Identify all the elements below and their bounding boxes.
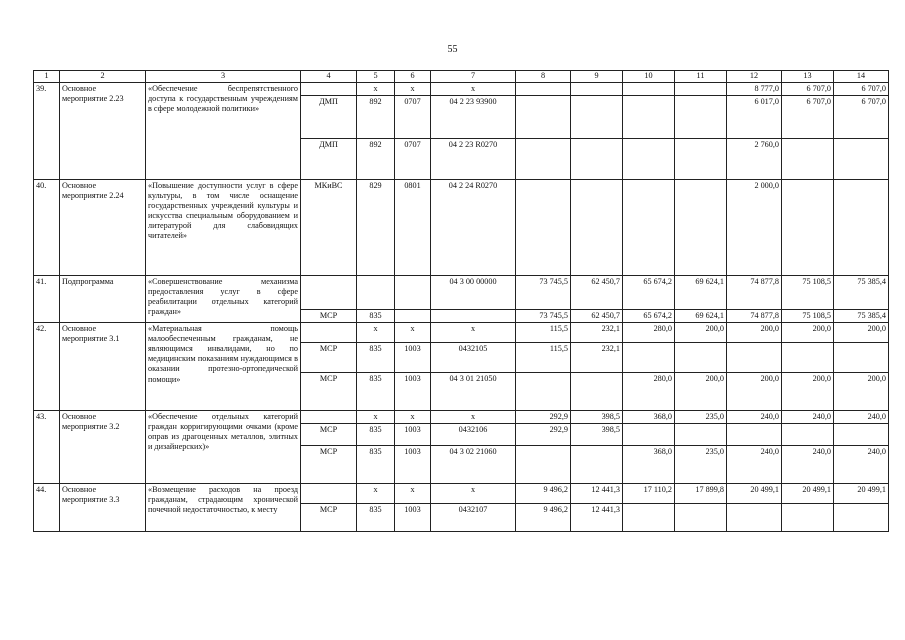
cell-col-10 (623, 424, 675, 446)
cell-col-8: 9 496,2 (516, 504, 571, 532)
cell-col-14: 240,0 (834, 411, 889, 424)
cell-col-8: 115,5 (516, 323, 571, 343)
cell-col-9: 12 441,3 (571, 484, 623, 504)
cell-col-8 (516, 139, 571, 180)
table-row (34, 180, 889, 276)
cell-col-7: 04 2 24 R0270 (431, 180, 516, 276)
cell-col-7: 04 2 23 R0270 (431, 139, 516, 180)
cell-col-8 (516, 83, 571, 96)
cell-col-8: 9 496,2 (516, 484, 571, 504)
cell-col-13: 240,0 (782, 411, 834, 424)
cell-col-6: х (395, 411, 431, 424)
cell-col-5: 835 (357, 424, 395, 446)
cell-col-6: 0801 (395, 180, 431, 276)
row-number-cell: 43. (34, 411, 60, 484)
cell-col-4: МСР (301, 343, 357, 373)
cell-col-11 (675, 424, 727, 446)
cell-col-7: 04 2 23 93900 (431, 96, 516, 139)
cell-col-7: х (431, 484, 516, 504)
column-header: 12 (727, 71, 782, 83)
cell-col-13: 200,0 (782, 323, 834, 343)
cell-col-5: 835 (357, 373, 395, 411)
cell-col-11 (675, 343, 727, 373)
cell-col-13: 75 108,5 (782, 276, 834, 310)
cell-col-7: 0432107 (431, 504, 516, 532)
cell-col-6: х (395, 484, 431, 504)
cell-col-12: 20 499,1 (727, 484, 782, 504)
cell-col-8 (516, 180, 571, 276)
cell-col-4: МСР (301, 373, 357, 411)
cell-col-9: 12 441,3 (571, 504, 623, 532)
cell-col-13 (782, 343, 834, 373)
cell-col-8: 73 745,5 (516, 310, 571, 323)
row-number-cell: 39. (34, 83, 60, 180)
budget-table (33, 70, 889, 532)
cell-col-7: х (431, 83, 516, 96)
cell-col-6: 1003 (395, 343, 431, 373)
cell-col-12: 240,0 (727, 411, 782, 424)
table-row (34, 411, 889, 424)
cell-col-11 (675, 139, 727, 180)
cell-col-13 (782, 504, 834, 532)
cell-col-8: 73 745,5 (516, 276, 571, 310)
cell-col-9: 398,5 (571, 411, 623, 424)
item-title-cell: «Повышение доступности услуг в сфере культуры, в том числе оснащение государственных учреждений культуры и искусства специальным оборудованием и литературой для слабовидящих читателей» (146, 180, 301, 276)
table-row (34, 83, 889, 96)
column-header: 3 (146, 71, 301, 83)
cell-col-6: 1003 (395, 504, 431, 532)
cell-col-13: 200,0 (782, 373, 834, 411)
cell-col-11 (675, 504, 727, 532)
cell-col-11 (675, 83, 727, 96)
cell-col-9 (571, 446, 623, 484)
cell-col-7: 04 3 02 21060 (431, 446, 516, 484)
cell-col-7 (431, 310, 516, 323)
cell-col-12 (727, 424, 782, 446)
cell-col-4 (301, 83, 357, 96)
cell-col-14: 20 499,1 (834, 484, 889, 504)
cell-col-10: 17 110,2 (623, 484, 675, 504)
cell-col-7: 04 3 00 00000 (431, 276, 516, 310)
item-title-cell: «Совершенствование механизма предоставления услуг в сфере реабилитации отдельных категорий граждан» (146, 276, 301, 323)
cell-col-11: 200,0 (675, 373, 727, 411)
cell-col-14: 200,0 (834, 323, 889, 343)
cell-col-6: 0707 (395, 96, 431, 139)
cell-col-14 (834, 424, 889, 446)
cell-col-5: х (357, 323, 395, 343)
cell-col-6: 1003 (395, 446, 431, 484)
cell-col-9: 398,5 (571, 424, 623, 446)
item-title-cell: «Обеспечение отдельных категорий граждан корригирующими очками (кроме оправ из драгоценных металлов, элитных и дизайнерских)» (146, 411, 301, 484)
cell-col-12: 2 000,0 (727, 180, 782, 276)
cell-col-8: 292,9 (516, 411, 571, 424)
row-number-cell: 40. (34, 180, 60, 276)
cell-col-12: 74 877,8 (727, 276, 782, 310)
cell-col-7: 0432105 (431, 343, 516, 373)
cell-col-8 (516, 446, 571, 484)
cell-col-9 (571, 96, 623, 139)
cell-col-5: х (357, 83, 395, 96)
cell-col-6: х (395, 83, 431, 96)
cell-col-5: 835 (357, 504, 395, 532)
cell-col-5: х (357, 484, 395, 504)
cell-col-4: МСР (301, 504, 357, 532)
cell-col-11: 69 624,1 (675, 276, 727, 310)
cell-col-7: 0432106 (431, 424, 516, 446)
item-name-cell: Основное мероприятие 3.3 (60, 484, 146, 532)
cell-col-5: 892 (357, 96, 395, 139)
cell-col-11 (675, 96, 727, 139)
cell-col-5 (357, 276, 395, 310)
row-number-cell: 42. (34, 323, 60, 411)
cell-col-14 (834, 504, 889, 532)
cell-col-12: 6 017,0 (727, 96, 782, 139)
cell-col-10: 280,0 (623, 323, 675, 343)
column-header: 10 (623, 71, 675, 83)
cell-col-14: 200,0 (834, 373, 889, 411)
cell-col-6: 1003 (395, 373, 431, 411)
column-header: 11 (675, 71, 727, 83)
table-row (34, 276, 889, 310)
cell-col-10: 65 674,2 (623, 310, 675, 323)
cell-col-10 (623, 139, 675, 180)
column-header: 2 (60, 71, 146, 83)
cell-col-11: 69 624,1 (675, 310, 727, 323)
cell-col-6 (395, 310, 431, 323)
cell-col-13: 20 499,1 (782, 484, 834, 504)
cell-col-4 (301, 484, 357, 504)
cell-col-10: 368,0 (623, 411, 675, 424)
cell-col-10: 65 674,2 (623, 276, 675, 310)
cell-col-9: 62 450,7 (571, 310, 623, 323)
item-title-cell: «Обеспечение беспрепятственного доступа к государственным учреждениям в сфере молодежной политики» (146, 83, 301, 180)
cell-col-8 (516, 373, 571, 411)
cell-col-12: 74 877,8 (727, 310, 782, 323)
cell-col-12: 200,0 (727, 373, 782, 411)
item-name-cell: Подпрограмма (60, 276, 146, 323)
cell-col-4: МСР (301, 310, 357, 323)
cell-col-9 (571, 139, 623, 180)
column-header: 7 (431, 71, 516, 83)
cell-col-4 (301, 276, 357, 310)
page-number: 55 (447, 44, 458, 55)
cell-col-13: 6 707,0 (782, 83, 834, 96)
item-name-cell: Основное мероприятие 2.24 (60, 180, 146, 276)
cell-col-11 (675, 180, 727, 276)
cell-col-9 (571, 180, 623, 276)
cell-col-7: х (431, 323, 516, 343)
cell-col-5: 835 (357, 446, 395, 484)
cell-col-14 (834, 139, 889, 180)
cell-col-12: 8 777,0 (727, 83, 782, 96)
cell-col-11: 235,0 (675, 446, 727, 484)
column-header: 4 (301, 71, 357, 83)
cell-col-10 (623, 83, 675, 96)
cell-col-4: ДМП (301, 139, 357, 180)
column-header: 14 (834, 71, 889, 83)
cell-col-12 (727, 343, 782, 373)
cell-col-10 (623, 180, 675, 276)
cell-col-8: 292,9 (516, 424, 571, 446)
column-header: 13 (782, 71, 834, 83)
cell-col-4 (301, 411, 357, 424)
cell-col-14: 240,0 (834, 446, 889, 484)
cell-col-5: х (357, 411, 395, 424)
item-name-cell: Основное мероприятие 2.23 (60, 83, 146, 180)
row-number-cell: 41. (34, 276, 60, 323)
cell-col-10: 368,0 (623, 446, 675, 484)
cell-col-7: х (431, 411, 516, 424)
cell-col-14: 6 707,0 (834, 96, 889, 139)
cell-col-14 (834, 180, 889, 276)
item-name-cell: Основное мероприятие 3.1 (60, 323, 146, 411)
cell-col-12 (727, 504, 782, 532)
cell-col-8: 115,5 (516, 343, 571, 373)
column-header: 8 (516, 71, 571, 83)
cell-col-10: 280,0 (623, 373, 675, 411)
cell-col-5: 829 (357, 180, 395, 276)
column-header: 9 (571, 71, 623, 83)
cell-col-7: 04 3 01 21050 (431, 373, 516, 411)
item-title-cell: «Материальная помощь малообеспеченным гражданам, не являющимся инвалидами, но по медицинским показаниям нуждающимся в оказании протезно-ортопедической помощи» (146, 323, 301, 411)
cell-col-12: 200,0 (727, 323, 782, 343)
cell-col-5: 835 (357, 343, 395, 373)
column-header: 1 (34, 71, 60, 83)
cell-col-14 (834, 343, 889, 373)
cell-col-13: 6 707,0 (782, 96, 834, 139)
cell-col-9: 62 450,7 (571, 276, 623, 310)
item-title-cell: «Возмещение расходов на проезд гражданам, страдающим хронической почечной недостаточностью, к месту (146, 484, 301, 532)
cell-col-6 (395, 276, 431, 310)
cell-col-6: х (395, 323, 431, 343)
item-name-cell: Основное мероприятие 3.2 (60, 411, 146, 484)
cell-col-14: 75 385,4 (834, 276, 889, 310)
cell-col-12: 2 760,0 (727, 139, 782, 180)
cell-col-5: 835 (357, 310, 395, 323)
cell-col-4: МКиВС (301, 180, 357, 276)
cell-col-13: 75 108,5 (782, 310, 834, 323)
cell-col-14: 6 707,0 (834, 83, 889, 96)
cell-col-9 (571, 373, 623, 411)
cell-col-10 (623, 96, 675, 139)
cell-col-11: 17 899,8 (675, 484, 727, 504)
cell-col-9 (571, 83, 623, 96)
cell-col-4 (301, 323, 357, 343)
column-header: 6 (395, 71, 431, 83)
cell-col-14: 75 385,4 (834, 310, 889, 323)
cell-col-10 (623, 343, 675, 373)
table-header-row (34, 71, 889, 83)
cell-col-11: 200,0 (675, 323, 727, 343)
cell-col-13 (782, 180, 834, 276)
cell-col-13 (782, 139, 834, 180)
cell-col-13 (782, 424, 834, 446)
cell-col-13: 240,0 (782, 446, 834, 484)
column-header: 5 (357, 71, 395, 83)
cell-col-4: МСР (301, 424, 357, 446)
cell-col-9: 232,1 (571, 323, 623, 343)
cell-col-8 (516, 96, 571, 139)
cell-col-4: МСР (301, 446, 357, 484)
cell-col-6: 0707 (395, 139, 431, 180)
cell-col-12: 240,0 (727, 446, 782, 484)
cell-col-6: 1003 (395, 424, 431, 446)
cell-col-11: 235,0 (675, 411, 727, 424)
cell-col-10 (623, 504, 675, 532)
cell-col-4: ДМП (301, 96, 357, 139)
cell-col-5: 892 (357, 139, 395, 180)
table-row (34, 323, 889, 343)
table-row (34, 484, 889, 504)
cell-col-9: 232,1 (571, 343, 623, 373)
row-number-cell: 44. (34, 484, 60, 532)
